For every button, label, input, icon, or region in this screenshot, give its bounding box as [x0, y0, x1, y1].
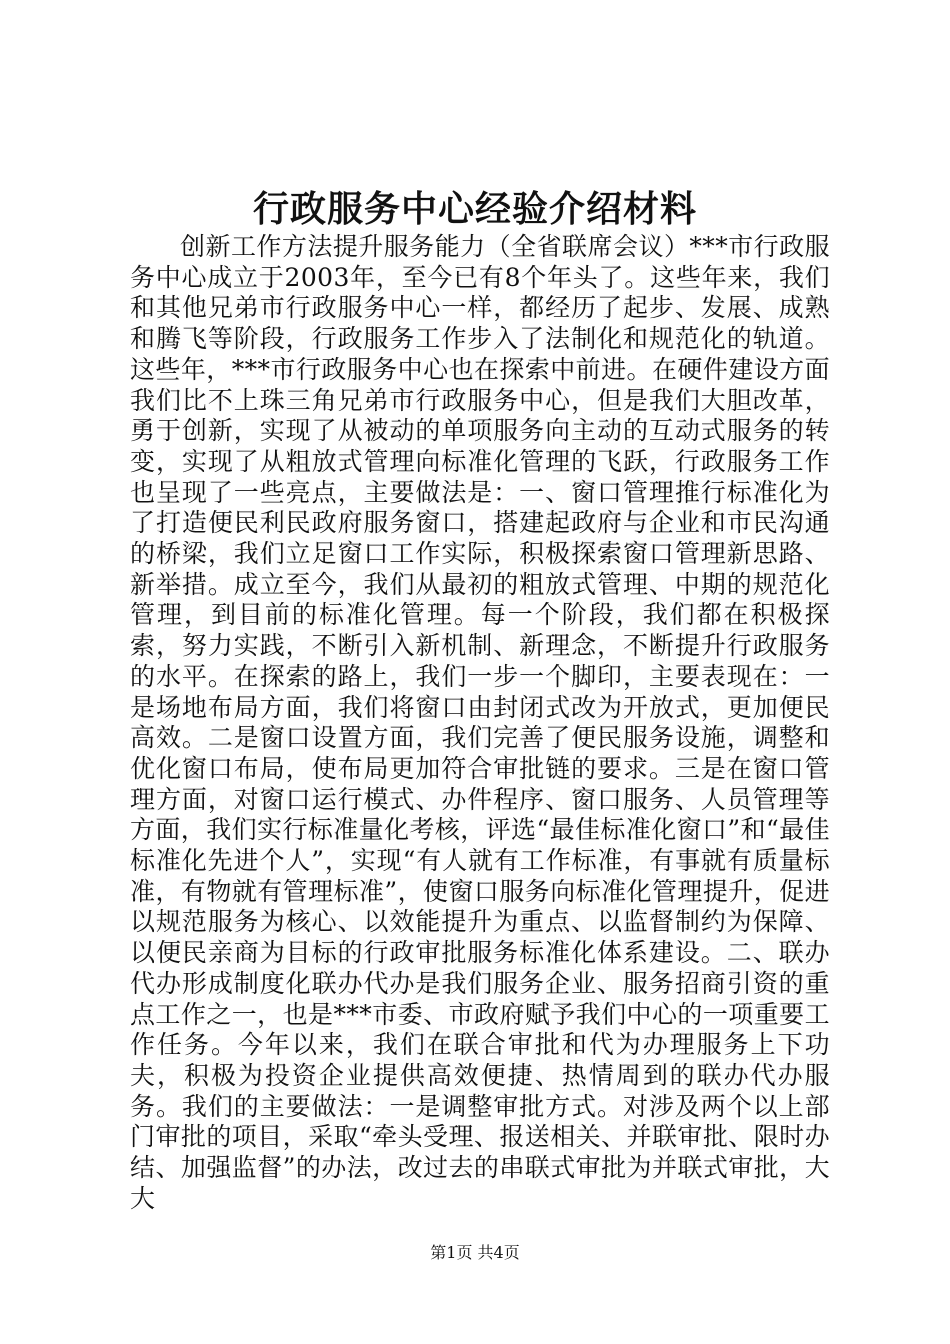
- document-body-paragraph: 创新工作方法提升服务能力（全省联席会议）***市行政服务中心成立于2003年，至今已有8个年头了。这些年来，我们和其他兄弟市行政服务中心一样，都经历了起步、发展、成熟和腾飞等阶段，行政服务工作步入了法制化和规范化的轨道。这些年，***市行政服务中心也在探索中前进。在硬件建设方面我们比不上珠三角兄弟市行政服务中心，但是我们大胆改革，勇于创新，实现了从被动的单项服务向主动的互动式服务的转变，实现了从粗放式管理向标准化管理的飞跃，行政服务工作也呈现了一些亮点，主要做法是：一、窗口管理推行标准化为了打造便民利民政府服务窗口，搭建起政府与企业和市民沟通的桥梁，我们立足窗口工作实际，积极探索窗口管理新思路、新举措。成立至今，我们从最初的粗放式管理、中期的规范化管理，到目前的标准化管理。每一个阶段，我们都在积极探索，努力实践，不断引入新机制、新理念，不断提升行政服务的水平。在探索的路上，我们一步一个脚印，主要表现在：一是场地布局方面，我们将窗口由封闭式改为开放式，更加便民高效。二是窗口设置方面，我们完善了便民服务设施，调整和优化窗口布局，使布局更加符合审批链的要求。三是在窗口管理方面，对窗口运行模式、办件程序、窗口服务、人员管理等方面，我们实行标准量化考核，评选“最佳标准化窗口”和“最佳标准化先进个人”，实现“有人就有工作标准，有事就有质量标准，有物就有管理标准”，使窗口服务向标准化管理提升，促进以规范服务为核心、以效能提升为重点、以监督制约为保障、以便民亲商为目标的行政审批服务标准化体系建设。二、联办代办形成制度化联办代办是我们服务企业、服务招商引资的重点工作之一，也是***市委、市政府赋予我们中心的一项重要工作任务。今年以来，我们在联合审批和代为办理服务上下功夫，积极为投资企业提供高效便捷、热情周到的联办代办服务。我们的主要做法：一是调整审批方式。对涉及两个以上部门审批的项目，采取“牵头受理、报送相关、并联审批、限时办结、加强监督”的办法，改过去的串联式审批为并联式审批，大大: [130, 232, 830, 1213]
- document-title: 行政服务中心经验介绍材料: [252, 188, 697, 230]
- page-footer: [0, 1242, 950, 1264]
- page-number-label: 第1页 共4页: [430, 1243, 520, 1262]
